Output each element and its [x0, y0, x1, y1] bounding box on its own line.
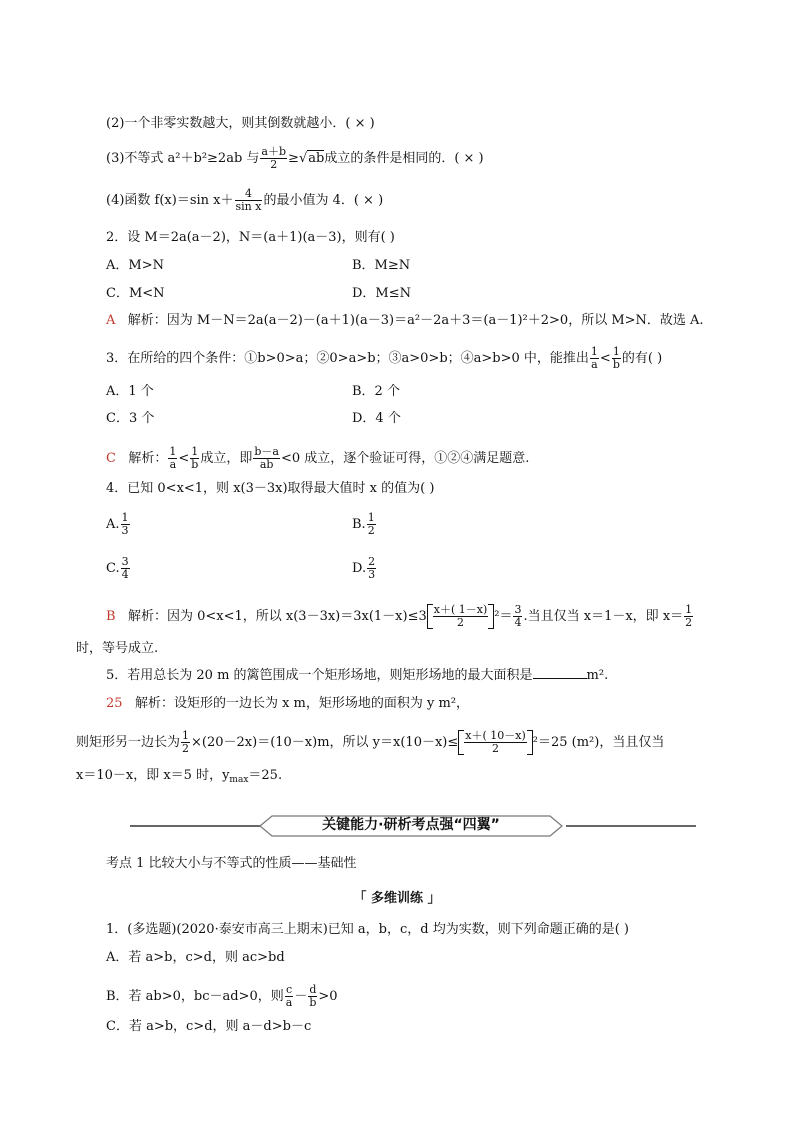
banner-rule-right [566, 825, 696, 827]
q3-stem-text: 3．在所给的四个条件：①b>0>a；②0>a>b；③a>0>b；④a>b>0 中，能推出 [106, 351, 589, 366]
option-tail: >0 [318, 989, 338, 1004]
section-title: 考点 1 比较大小与不等式的性质——基础性 [106, 856, 357, 871]
q5-analysis-3 [76, 768, 282, 788]
fraction-num: 1 [191, 445, 199, 458]
q5-analysis-text: 则矩形另一边长为 [76, 735, 181, 750]
fraction [181, 730, 190, 755]
fraction-den: 2 [492, 742, 499, 755]
q3-analysis-text: 成立，即 [200, 451, 253, 466]
q3-option-c: C．3 个 [106, 411, 155, 426]
q2-analysis [106, 313, 704, 329]
lt-sign: < [599, 351, 611, 366]
square-bracket [458, 730, 532, 755]
fraction-den: 2 [457, 616, 465, 629]
question-5-stem [106, 668, 608, 684]
fraction-num: 1 [612, 345, 620, 358]
fraction-den: 4 [514, 616, 522, 629]
fraction-den: b [612, 358, 620, 371]
fraction-den: 3 [368, 568, 376, 581]
fraction-num: 2 [368, 555, 376, 568]
q4-option-d [352, 556, 377, 581]
fraction-num: 1 [685, 603, 693, 616]
statement-4 [106, 188, 383, 213]
q3-answer: C [106, 451, 116, 466]
q5-analysis-tail: ＝25. [248, 768, 283, 783]
q2-option-c: C．M<N [106, 286, 165, 301]
q5-analysis-tail: ²＝25 (m²)，当且仅当 [532, 735, 665, 750]
subscript: max [229, 775, 249, 785]
q2-option-b: B．M≥N [352, 258, 411, 273]
fraction-num: c [285, 983, 293, 996]
question-3-stem [106, 346, 662, 371]
fraction-den: ab [259, 458, 274, 471]
fraction-den: 2 [685, 616, 693, 629]
fraction-num: 1 [590, 345, 598, 358]
statement-4-tail: 的最小值为 4．( × ) [263, 193, 384, 208]
q5-analysis-text: x＝10－x，即 x＝5 时，y [76, 768, 230, 783]
minus-sign: － [294, 989, 308, 1004]
fraction [308, 984, 317, 1009]
question-2-stem: 2．设 M＝2a(a－2)，N＝(a＋1)(a－3)，则有( ) [106, 230, 395, 245]
q3-analysis [106, 446, 529, 471]
fraction [121, 556, 130, 581]
option-text: B．若 ab>0，bc－ad>0，则 [106, 989, 284, 1004]
p1-option-c: C．若 a>b，c>d，则 a－d>b－c [106, 1019, 312, 1034]
q5-analysis-mid: ×(20－2x)＝(10－x)m，所以 y＝x(10－x)≤ [191, 735, 459, 750]
fraction-num: 4 [235, 188, 263, 201]
fraction-num: 1 [121, 511, 129, 524]
fraction-den: b [191, 458, 199, 471]
fraction-den: 2 [367, 524, 375, 537]
q3-stem-tail: 的有( ) [621, 351, 663, 366]
q4-option-c [106, 556, 131, 581]
fraction-num: 1 [169, 445, 177, 458]
q2-answer: A [106, 313, 116, 328]
fraction-num: b－a [254, 445, 279, 458]
fraction [285, 984, 294, 1009]
fraction-num: x＋( 1－x) [433, 603, 488, 616]
q2-option-d: D．M≤N [352, 286, 412, 301]
fraction-den: 3 [121, 524, 129, 537]
q2-option-a: A．M>N [106, 258, 164, 273]
q4-answer: B [106, 609, 116, 624]
q4-option-a [106, 512, 131, 537]
practice-1-stem: 1．(多选题)(2020·泰安市高三上期末)已知 a，b，c，d 均为实数，则下列命题正确的是( ) [106, 922, 629, 937]
option-label: B. [352, 517, 366, 532]
section-banner [130, 814, 696, 838]
fraction-den: 2 [182, 742, 190, 755]
fraction [590, 346, 599, 371]
fraction-num: 3 [121, 555, 129, 568]
fraction [367, 512, 376, 537]
fraction [235, 188, 263, 213]
option-label: A. [106, 517, 120, 532]
q3-analysis-label: 解析： [128, 451, 168, 466]
training-heading: 「 多维训练 」 [353, 891, 441, 906]
banner-rule-left [130, 825, 260, 827]
q3-analysis-tail: <0 成立，逐个验证可得，①②④满足题意. [280, 451, 530, 466]
fraction-num: a＋b [261, 145, 287, 158]
fraction [513, 604, 522, 629]
fraction-den: a [591, 358, 598, 371]
answer-blank [533, 668, 587, 679]
lt-sign: < [178, 451, 190, 466]
q3-option-d: D．4 个 [352, 411, 401, 426]
statement-3: (3)不等式 a²＋b²≥2ab 与 $\frac{a+b}{2}$ ≥√ab成立的条件是相同的．( × ) [106, 145, 484, 171]
q5-analysis-2 [76, 730, 664, 755]
q5-answer: 25 [106, 696, 123, 711]
q4-analysis [106, 604, 694, 629]
q2-analysis-text: 解析：因为 M－N＝2a(a－2)－(a＋1)(a－3)＝a²－2a＋3＝(a－1)²＋2>0，所以 M>N．故选 A. [127, 313, 704, 328]
fraction-num: d [309, 983, 317, 996]
statement-2: (2)一个非零实数越大，则其倒数就越小．( × ) [106, 116, 375, 131]
statement-3-text: (3)不等式 a²＋b²≥2ab 与 [106, 151, 260, 166]
fraction-num: 1 [182, 729, 190, 742]
statement-4-text: (4)函数 f(x)＝sin x＋ [106, 193, 234, 208]
q4-option-b [352, 512, 377, 537]
fraction-den: a [169, 458, 177, 471]
fraction-num: 1 [367, 511, 375, 524]
option-label: D. [352, 561, 367, 576]
fraction [684, 604, 693, 629]
square-bracket [427, 604, 495, 629]
fraction [190, 446, 199, 471]
q4-analysis-cont: 时，等号成立. [76, 641, 159, 656]
geq-sign: ≥ [288, 151, 299, 166]
p1-option-a: A．若 a>b，c>d，则 ac>bd [106, 950, 285, 965]
fraction-den: a [285, 996, 293, 1009]
fraction [260, 146, 287, 171]
fraction-den: 4 [121, 568, 129, 581]
q5-analysis-text: 解析：设矩形的一边长为 x m，矩形场地的面积为 y m²， [134, 696, 470, 711]
q3-option-a: A．1 个 [106, 384, 154, 399]
fraction [121, 512, 130, 537]
sqrt-radicand: ab [308, 151, 325, 166]
q5-stem-unit: m². [586, 668, 609, 683]
fraction-den: sin x [235, 200, 262, 213]
squared-equals: ²＝ [494, 609, 513, 624]
fraction [253, 446, 280, 471]
fraction-num: x＋( 10－x) [465, 729, 526, 742]
fraction-den: 2 [270, 158, 278, 171]
fraction [433, 604, 489, 629]
q4-analysis-text: 解析：因为 0<x<1，所以 x(3－3x)＝3x(1－x)≤3 [127, 609, 427, 624]
p1-option-b [106, 984, 338, 1009]
fraction [168, 446, 177, 471]
question-4-stem: 4．已知 0<x<1，则 x(3－3x)取得最大值时 x 的值为( ) [106, 481, 435, 496]
fraction [464, 730, 526, 755]
fraction [367, 556, 376, 581]
fraction [612, 346, 621, 371]
fraction-num: 3 [514, 603, 522, 616]
q5-stem-text: 5．若用总长为 20 m 的篱笆围成一个矩形场地，则矩形场地的最大面积是 [106, 668, 533, 683]
statement-3-tail: 成立的条件是相同的．( × ) [324, 151, 484, 166]
q3-option-b: B．2 个 [352, 384, 400, 399]
fraction-den: b [309, 996, 317, 1009]
q4-analysis-mid: .当且仅当 x＝1－x，即 x＝ [523, 609, 684, 624]
q5-analysis-1 [106, 696, 469, 712]
banner-title: 关键能力·研析考点强“四翼” [322, 817, 500, 833]
option-label: C. [106, 561, 120, 576]
